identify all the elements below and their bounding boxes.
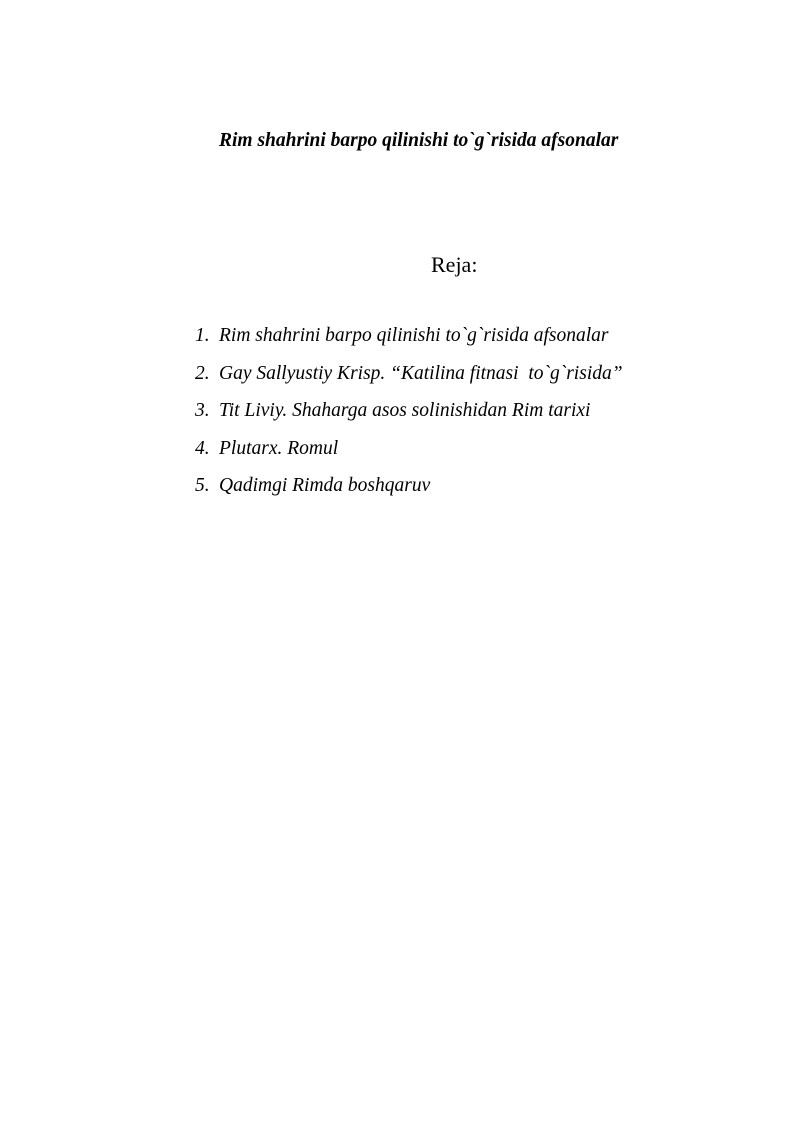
plan-item-number: 1. <box>195 325 210 346</box>
plan-item <box>195 397 623 435</box>
plan-item <box>195 435 623 473</box>
plan-list <box>195 322 623 510</box>
plan-item-number: 2. <box>195 362 210 384</box>
plan-item-text: Gay Sallyustiy Krisp. “Katilina fitnasi to`g`risida” <box>219 362 623 384</box>
plan-item <box>195 360 623 398</box>
plan-item <box>195 322 623 360</box>
plan-item-text: Plutarx. Romul <box>219 437 339 459</box>
plan-item-text: Tit Liviy. Shaharga asos solinishidan Rim tarixi <box>219 400 591 421</box>
plan-item-number: 4. <box>195 437 210 459</box>
plan-item-text: Rim shahrini barpo qilinishi to`g`risida afsonalar <box>219 325 609 346</box>
plan-heading: Reja: <box>431 252 478 277</box>
plan-item-number: 3. <box>195 400 210 421</box>
document-title: Rim shahrini barpo qilinishi to`g`risida afsonalar <box>219 130 619 151</box>
plan-item-number: 5. <box>195 475 210 496</box>
plan-item <box>195 472 623 510</box>
plan-item-text: Qadimgi Rimda boshqaruv <box>219 475 431 496</box>
